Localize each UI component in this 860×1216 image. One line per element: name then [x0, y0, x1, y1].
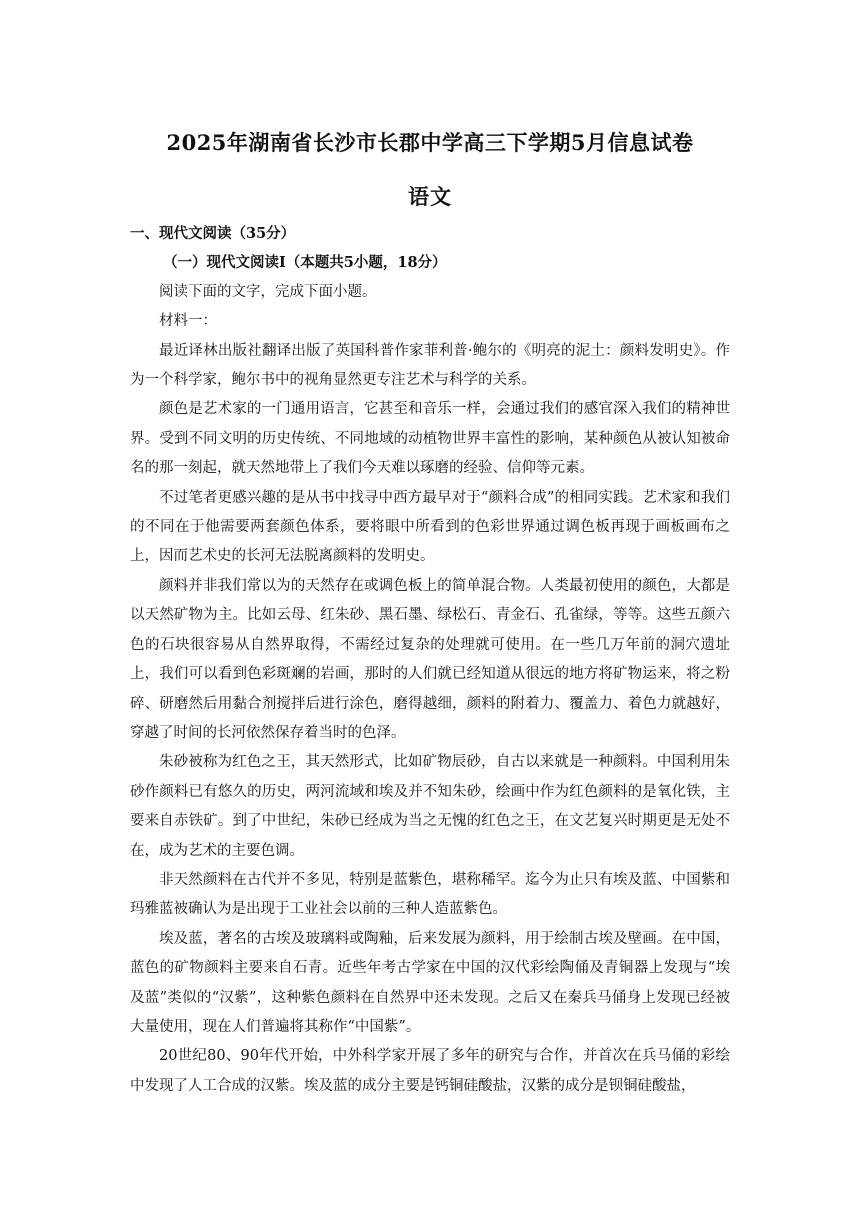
paragraph-2: 颜色是艺术家的一门通用语言，它甚至和音乐一样，会通过我们的感官深入我们的精神世界。受到不同文明的历史传统、不同地域的动植物世界丰富性的影响，某种颜色从被认知被命名的那一刻起，就天然地带上了我们今天难以琢磨的经验、信仰等元素。 [130, 401, 730, 477]
document-body [130, 219, 730, 1101]
instruction-text: 阅读下面的文字，完成下面小题。 [159, 283, 377, 300]
paragraph-7: 埃及蓝，著名的古埃及玻璃料或陶釉，后来发展为颜料，用于绘制古埃及壁画。在中国，蓝色的矿物颜料主要来自石青。近些年考古学家在中国的汉代彩绘陶俑及青铜器上发现与“埃及蓝”类似的“汉紫”，这种紫色颜料在自然界中还未发现。之后又在秦兵马俑身上发现已经被大量使用，现在人们普遍将其称作“中国紫”。 [130, 930, 730, 1035]
paragraph-5: 朱砂被称为红色之王，其天然形式，比如矿物辰砂，自古以来就是一种颜料。中国利用朱砂作颜料已有悠久的历史，两河流域和埃及并不知朱砂，绘画中作为红色颜料的是氧化铁，主要来自赤铁矿。到了中世纪，朱砂已经成为当之无愧的红色之王，在文艺复兴时期更是无处不在，成为艺术的主要色调。 [130, 754, 730, 859]
paragraph-3: 不过笔者更感兴趣的是从书中找寻中西方最早对于“颜料合成”的相同实践。艺术家和我们的不同在于他需要两套颜色体系，要将眼中所看到的色彩世界通过调色板再现于画板画布之上，因而艺术史的长河无法脱离颜料的发明史。 [130, 489, 730, 565]
subsection-heading: （一）现代文阅读Ⅰ（本题共5小题，18分） [163, 254, 447, 272]
section-heading: 一、现代文阅读（35分） [130, 225, 296, 242]
subject-title: 语文 [408, 184, 452, 209]
paragraph-8: 20世纪80、90年代开始，中外科学家开展了多年的研究与合作，并首次在兵马俑的彩绘中发现了人工合成的汉紫。埃及蓝的成分主要是钙铜硅酸盐，汉紫的成分是钡铜硅酸盐， [130, 1048, 730, 1094]
paragraph-1: 最近译林出版社翻译出版了英国科普作家菲利普·鲍尔的《明亮的泥土：颜料发明史》。作为一个科学家，鲍尔书中的视角显然更专注艺术与科学的关系。 [130, 342, 730, 389]
paragraph-4: 颜料并非我们常以为的天然存在或调色板上的简单混合物。人类最初使用的颜色，大都是以天然矿物为主。比如云母、红朱砂、黑石墨、绿松石、青金石、孔雀绿，等等。这些五颜六色的石块很容易从自然界取得，不需经过复杂的处理就可使用。在一些几万年前的洞穴遗址上，我们可以看到色彩斑斓的岩画，那时的人们就已经知道从很远的地方将矿物运来，将之粉碎、研磨然后用黏合剂搅拌后进行涂色，磨得越细，颜料的附着力、覆盖力、着色力就越好，穿越了时间的长河依然保存着当时的色泽。 [130, 577, 730, 741]
paragraph-6: 非天然颜料在古代并不多见，特别是蓝紫色，堪称稀罕。迄今为止只有埃及蓝、中国紫和玛雅蓝被确认为是出现于工业社会以前的三种人造蓝紫色。 [130, 871, 730, 918]
document-title: 2025年湖南省长沙市长郡中学高三下学期5月信息试卷 [166, 130, 694, 155]
material-label: 材料一： [159, 313, 217, 330]
